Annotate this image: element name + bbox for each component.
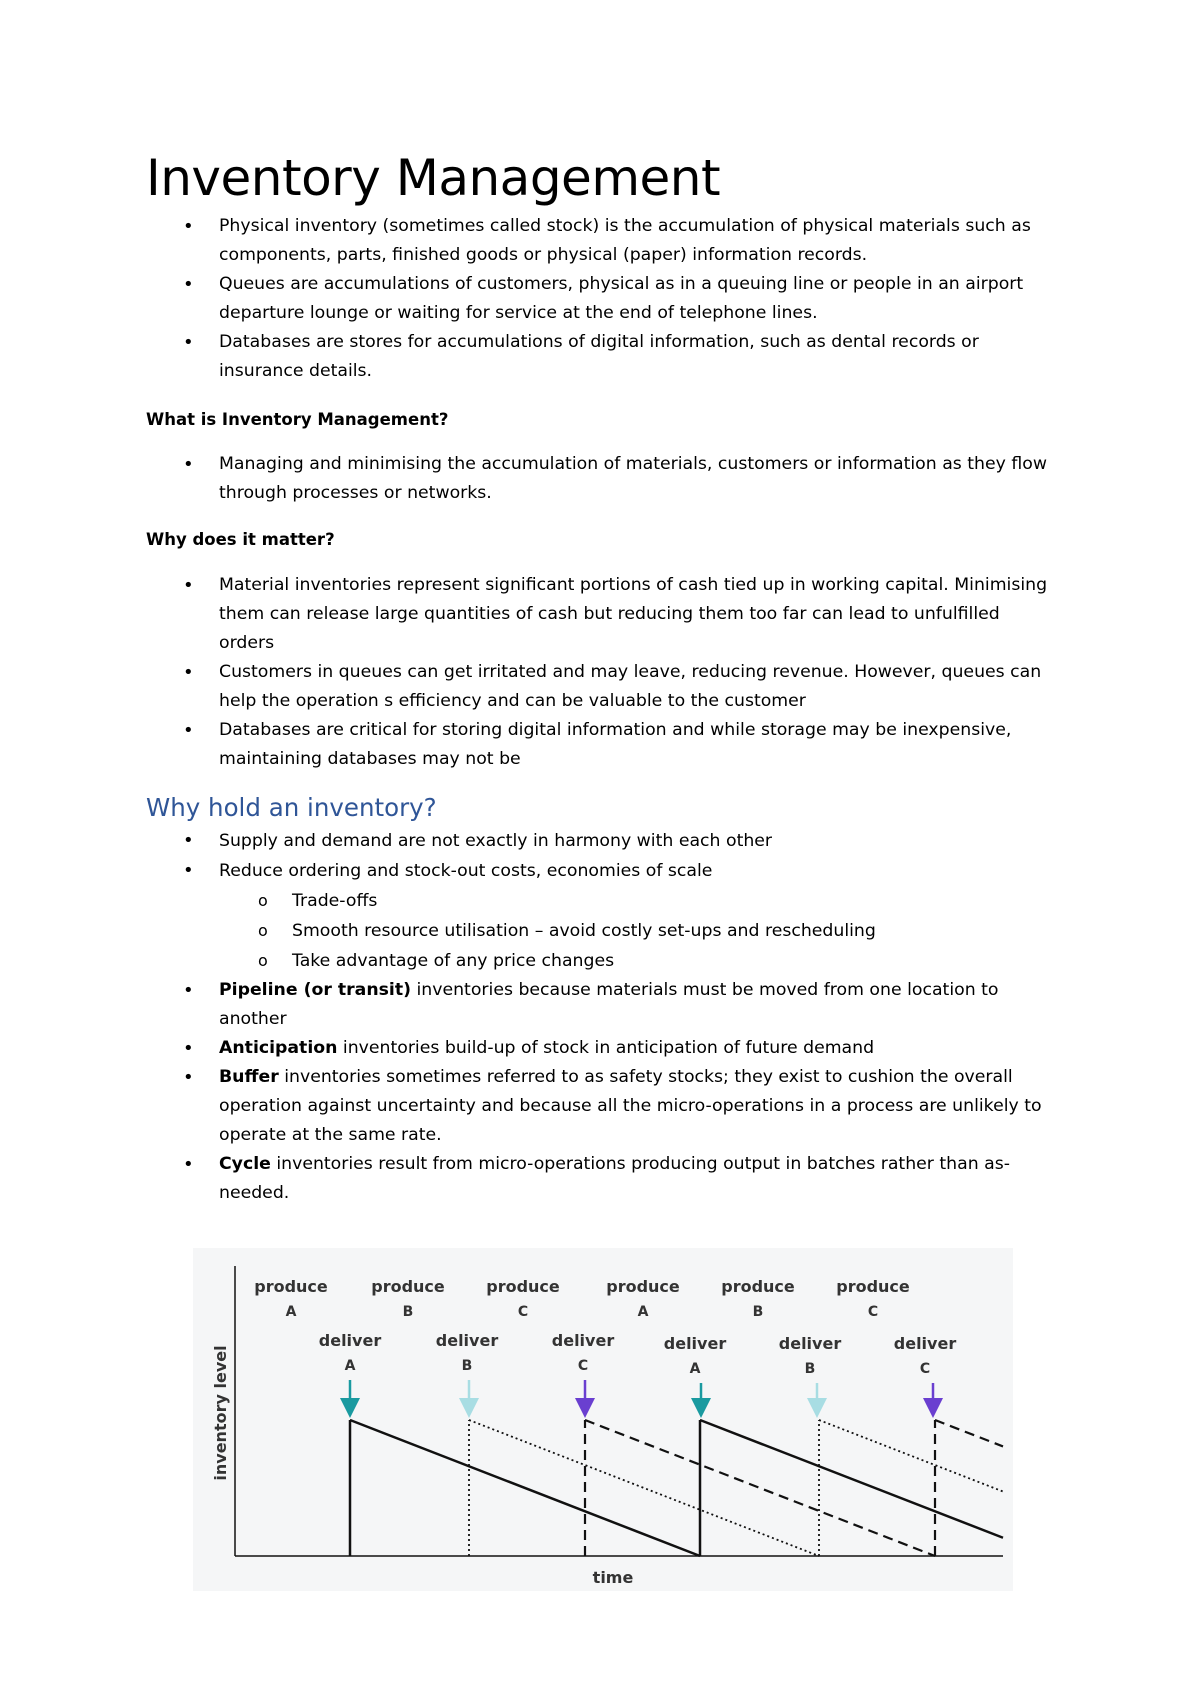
produce-letter: A <box>285 1304 297 1320</box>
why-hold-list <box>0 826 1200 886</box>
produce-label: produce <box>836 1277 910 1296</box>
cycle-inventory-figure <box>193 1248 1013 1591</box>
inventory-depletion <box>350 1420 700 1556</box>
list-item: • Material inventories represent significant portions of cash tied up in working capital. Minimising them can release large quantities of cash but reducing them too far can lead to unfulfilled orders <box>0 571 1200 658</box>
inventory-depletion <box>700 1420 1003 1538</box>
list-item: • Physical inventory (sometimes called stock) is the accumulation of physical materials such as components, parts, finished goods or physical (paper) information records. <box>0 212 1200 270</box>
what-heading: What is Inventory Management? <box>146 410 449 429</box>
cycle-text: inventories result from micro-operations producing output in batches rather than as-needed. <box>219 1154 1010 1203</box>
list-item: • Databases are critical for storing digital information and while storage may be inexpensive, maintaining databases may not be <box>0 716 1200 774</box>
deliver-label: deliver <box>318 1331 382 1350</box>
inventory-types-list <box>0 976 1200 1208</box>
what-list <box>0 450 1200 508</box>
cycle-inventory-diagram <box>193 1248 1013 1591</box>
buffer-term: Buffer <box>219 1067 279 1087</box>
x-axis-label: time <box>592 1568 634 1587</box>
inventory-depletion <box>585 1420 935 1556</box>
deliver-letter: B <box>461 1358 473 1374</box>
list-item: • Databases are stores for accumulations of digital information, such as dental records or insurance details. <box>0 328 1200 386</box>
produce-letter: C <box>517 1304 529 1320</box>
list-item: • Customers in queues can get irritated and may leave, reducing revenue. However, queues can help the operation s efficiency and can be valuable to the customer <box>0 658 1200 716</box>
list-item: • Queues are accumulations of customers, physical as in a queuing line or people in an airport departure lounge or waiting for service at the end of telephone lines. <box>0 270 1200 328</box>
deliver-letter: A <box>344 1358 356 1374</box>
page-title: Inventory Management <box>146 149 721 207</box>
sub-list-item: o Trade-offs <box>0 886 1200 916</box>
inventory-depletion <box>819 1420 1003 1491</box>
inventory-depletion <box>469 1420 819 1556</box>
cycle-term: Cycle <box>219 1154 271 1174</box>
sub-list-item: o Smooth resource utilisation – avoid costly set-ups and rescheduling <box>0 916 1200 946</box>
why-hold-section <box>0 826 1200 1208</box>
produce-letter: B <box>402 1304 414 1320</box>
anticipation-term: Anticipation <box>219 1038 338 1058</box>
produce-letter: A <box>637 1304 649 1320</box>
why-hold-heading: Why hold an inventory? <box>146 793 437 822</box>
anticipation-text: inventories build-up of stock in anticipation of future demand <box>337 1038 875 1058</box>
list-item-pipeline <box>0 976 1200 1034</box>
intro-list <box>0 212 1200 386</box>
deliver-label: deliver <box>435 1331 499 1350</box>
deliver-label: deliver <box>778 1334 842 1353</box>
why-hold-sublist <box>0 886 1200 976</box>
list-item-buffer <box>0 1063 1200 1150</box>
produce-label: produce <box>721 1277 795 1296</box>
y-axis-label: inventory level <box>211 1345 230 1481</box>
pipeline-term: Pipeline (or transit) <box>219 980 411 1000</box>
produce-label: produce <box>254 1277 328 1296</box>
buffer-text: inventories sometimes referred to as safety stocks; they exist to cushion the overall operation against uncertainty and because all the micro-operations in a process are unlikely to operate at the same rate. <box>219 1067 1042 1145</box>
produce-label: produce <box>371 1277 445 1296</box>
what-section <box>0 450 1200 508</box>
list-item-cycle <box>0 1150 1200 1208</box>
list-item: • Managing and minimising the accumulation of materials, customers or information as they flow through processes or networks. <box>0 450 1200 508</box>
inventory-depletion <box>935 1420 1003 1446</box>
list-item-anticipation <box>0 1034 1200 1063</box>
produce-label: produce <box>606 1277 680 1296</box>
produce-label: produce <box>486 1277 560 1296</box>
why-matter-section <box>0 571 1200 774</box>
deliver-letter: B <box>804 1361 816 1377</box>
pipeline-text: inventories because materials must be moved from one location to another <box>219 980 999 1029</box>
deliver-letter: C <box>919 1361 931 1377</box>
why-matter-heading: Why does it matter? <box>146 530 335 549</box>
deliver-letter: C <box>577 1358 589 1374</box>
list-item: • Supply and demand are not exactly in harmony with each other <box>0 826 1200 856</box>
produce-letter: B <box>752 1304 764 1320</box>
deliver-label: deliver <box>893 1334 957 1353</box>
deliver-letter: A <box>689 1361 701 1377</box>
intro-section <box>0 212 1200 386</box>
deliver-label: deliver <box>663 1334 727 1353</box>
sub-list-item: o Take advantage of any price changes <box>0 946 1200 976</box>
produce-letter: C <box>867 1304 879 1320</box>
why-matter-list <box>0 571 1200 774</box>
deliver-label: deliver <box>551 1331 615 1350</box>
list-item: • Reduce ordering and stock-out costs, economies of scale <box>0 856 1200 886</box>
